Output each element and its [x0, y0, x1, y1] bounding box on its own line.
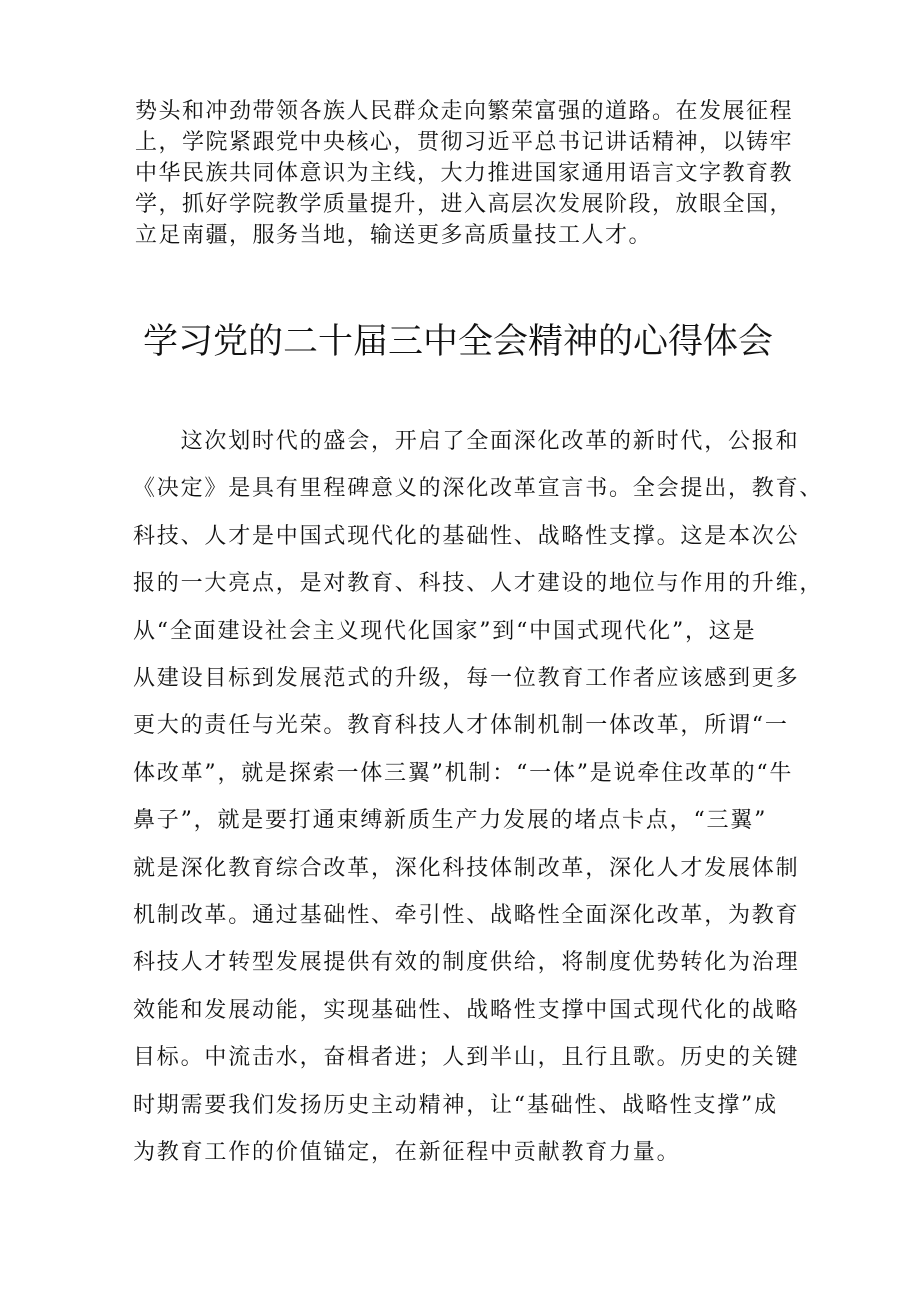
paragraph-line: 体改革”，就是探索一体三翼”机制：“一体”是说牵住改革的“牛 — [133, 760, 794, 786]
body-paragraph — [133, 418, 824, 1177]
paragraph-line: 上，学院紧跟党中央核心，贯彻习近平总书记讲话精神，以铸牢 — [135, 130, 794, 155]
section-title: 学习党的二十届三中全会精神的心得体会 — [143, 322, 774, 362]
paragraph-line: 从建设目标到发展范式的升级，每一位教育工作者应该感到更多 — [133, 666, 800, 692]
paragraph-line: 为教育工作的价值锚定，在新征程中贡献教育力量。 — [133, 1140, 681, 1166]
paragraph-line: 效能和发展动能，实现基础性、战略性支撑中国式现代化的战略 — [133, 997, 800, 1023]
paragraph-line: 科技人才转型发展提供有效的制度供给，将制度优势转化为治理 — [133, 950, 800, 976]
paragraph-line: 势头和冲劲带领各族人民群众走向繁荣富强的道路。在发展征程 — [135, 99, 794, 124]
paragraph-line: 报的一大亮点，是对教育、科技、人才建设的地位与作用的升维， — [133, 571, 824, 597]
paragraph-line: 鼻子”，就是要打通束缚新质生产力发展的堵点卡点，“三翼” — [133, 808, 768, 834]
paragraph-line: 这次划时代的盛会，开启了全面深化改革的新时代，公报和 — [133, 429, 800, 454]
paragraph-line: 立足南疆，服务当地，输送更多高质量技工人才。 — [135, 223, 653, 248]
paragraph-line: 目标。中流击水，奋楫者进；人到半山，且行且歌。历史的关键 — [133, 1045, 800, 1071]
paragraph-line: 时期需要我们发扬历史主动精神，让“基础性、战略性支撑”成 — [133, 1092, 778, 1118]
intro-paragraph — [135, 96, 795, 251]
paragraph-line: 更大的责任与光荣。教育科技人才体制机制一体改革，所谓“一 — [133, 713, 789, 739]
paragraph-line: 学，抓好学院教学质量提升，进入高层次发展阶段，放眼全国， — [135, 192, 794, 217]
paragraph-line: 中华民族共同体意识为主线，大力推进国家通用语言文字教育教 — [135, 161, 794, 186]
paragraph-line: 科技、人才是中国式现代化的基础性、战略性支撑。这是本次公 — [133, 523, 800, 549]
paragraph-line: 就是深化教育综合改革，深化科技体制改革，深化人才发展体制 — [133, 855, 800, 881]
paragraph-line: 机制改革。通过基础性、牵引性、战略性全面深化改革，为教育 — [133, 903, 800, 929]
paragraph-line: 《决定》是具有里程碑意义的深化改革宣言书。全会提出，教育、 — [133, 476, 824, 502]
paragraph-line: 从“全面建设社会主义现代化国家”到“中国式现代化”，这是 — [133, 618, 757, 644]
